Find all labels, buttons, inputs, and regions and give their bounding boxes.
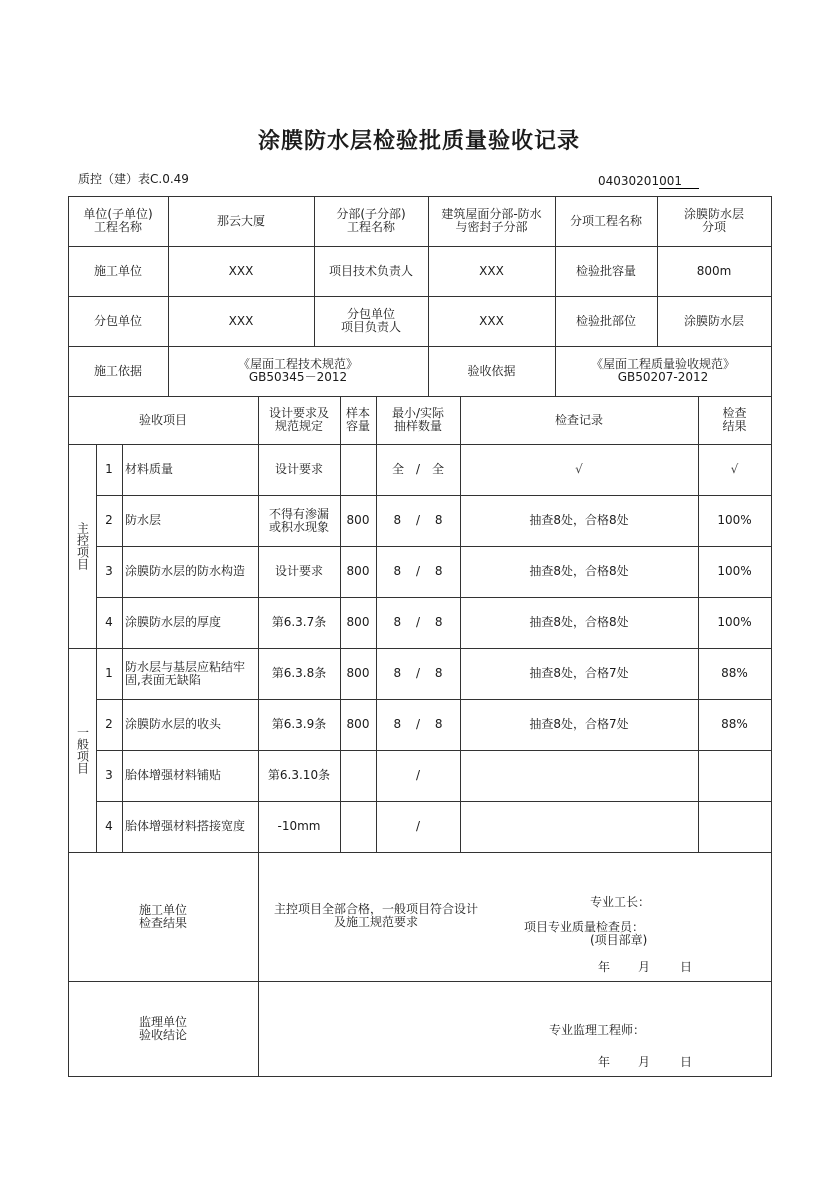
item-min-actual xyxy=(376,648,460,699)
item-check-result xyxy=(698,750,771,801)
item-requirement-text: 第6.3.8条 xyxy=(271,666,327,680)
item-requirement-text: 设计要求 xyxy=(274,564,323,578)
item-check-result xyxy=(698,801,771,852)
col-header-sample xyxy=(340,396,376,444)
item-name xyxy=(122,444,258,495)
item-check-record-text: 抽查8处，合格8处 xyxy=(529,564,629,578)
item-requirement xyxy=(258,495,340,546)
sub-lead-value-text: XXX xyxy=(479,313,504,328)
item-name-text: 胎体增强材料搭接宽度 xyxy=(125,819,246,833)
item-requirement xyxy=(258,546,340,597)
contractor-label xyxy=(68,246,168,296)
item-sep: / xyxy=(415,513,421,527)
item-check-record xyxy=(460,546,698,597)
item-actual: 8 xyxy=(434,513,443,527)
item-check-record-text: 抽查8处，合格8处 xyxy=(529,513,629,527)
item-sample-size-text: 800 xyxy=(346,513,370,527)
item-requirement-text: -10mm xyxy=(277,819,321,833)
subitem-name-label xyxy=(555,196,657,246)
contractor-date-month: 月 xyxy=(638,960,651,974)
quality-inspector-signature-label: 项目专业质量检查员： xyxy=(524,920,645,934)
item-number-text: 4 xyxy=(105,615,113,629)
unit-name-label-text: 单位(子单位) 工程名称 xyxy=(83,207,153,234)
item-sample-size-text: 800 xyxy=(346,666,370,680)
item-check-record xyxy=(460,495,698,546)
subcontractor-label-text: 分包单位 xyxy=(93,313,142,328)
item-check-result xyxy=(698,495,771,546)
sub-lead-value xyxy=(428,296,555,346)
item-number xyxy=(96,750,122,801)
unit-name-value-text: 那云大厦 xyxy=(216,213,265,228)
item-min-actual xyxy=(376,750,460,801)
item-name-text: 材料质量 xyxy=(125,462,174,476)
item-requirement xyxy=(258,648,340,699)
item-min-actual xyxy=(376,495,460,546)
item-check-result-text: 100% xyxy=(717,513,752,527)
item-requirement-text: 不得有渗漏 或积水现象 xyxy=(268,506,329,534)
document-number xyxy=(598,174,699,189)
item-number-text: 1 xyxy=(105,666,113,680)
col-header-min-actual-text: 最小/实际 抽样数量 xyxy=(391,406,445,433)
item-min-actual xyxy=(376,801,460,852)
item-sample-size-text: 800 xyxy=(346,615,370,629)
item-check-record xyxy=(460,801,698,852)
item-requirement-text: 设计要求 xyxy=(274,462,323,476)
item-min: 8 xyxy=(393,513,402,527)
item-sample-size xyxy=(340,597,376,648)
item-sample-size xyxy=(340,546,376,597)
item-name-text: 防水层与基层应粘结牢 固,表面无缺陷 xyxy=(125,659,246,687)
group-label-general xyxy=(68,648,96,852)
item-sample-size xyxy=(340,444,376,495)
item-number xyxy=(96,495,122,546)
col-header-result xyxy=(698,396,771,444)
contractor-conclusion: 主控项目全部合格，一般项目符合设计 及施工规范要求 xyxy=(273,902,478,929)
item-requirement xyxy=(258,699,340,750)
subcontractor-label xyxy=(68,296,168,346)
sub-lead-label-text: 分包单位 项目负责人 xyxy=(340,307,401,334)
tech-lead-label xyxy=(314,246,428,296)
item-sep: / xyxy=(415,819,421,833)
construction-basis-label xyxy=(68,346,168,396)
item-actual: 8 xyxy=(434,666,443,680)
supervisor-conclusion-label xyxy=(68,981,258,1076)
subitem-name-value-text: 涂膜防水层 分项 xyxy=(683,207,744,234)
col-header-item-text: 验收项目 xyxy=(138,412,187,427)
acceptance-basis-label-text: 验收依据 xyxy=(467,363,516,378)
item-number-text: 3 xyxy=(105,768,113,782)
item-check-result xyxy=(698,597,771,648)
item-sample-size xyxy=(340,648,376,699)
item-name-text: 胎体增强材料铺贴 xyxy=(125,768,222,782)
unit-name-value xyxy=(168,196,314,246)
item-name xyxy=(122,597,258,648)
group-label-text: 主控项目 xyxy=(75,522,90,570)
item-name xyxy=(122,801,258,852)
item-min: 8 xyxy=(393,666,402,680)
acceptance-basis-value-text: 《屋面工程质量验收规范》 GB50207-2012 xyxy=(590,357,735,384)
item-check-result-text: 88% xyxy=(721,666,748,680)
sub-lead-label xyxy=(314,296,428,346)
item-requirement-text: 第6.3.10条 xyxy=(267,768,331,782)
group-label-text: 一般项目 xyxy=(75,726,90,774)
contractor-value xyxy=(168,246,314,296)
batch-part-label-text: 检验批部位 xyxy=(575,313,636,328)
item-requirement xyxy=(258,801,340,852)
item-min: 8 xyxy=(393,564,402,578)
item-name xyxy=(122,495,258,546)
col-header-min-actual xyxy=(376,396,460,444)
tech-lead-value xyxy=(428,246,555,296)
item-actual: 8 xyxy=(434,717,443,731)
item-name xyxy=(122,546,258,597)
item-check-record-text: 抽查8处，合格8处 xyxy=(529,615,629,629)
foreman-signature-label: 专业工长： xyxy=(590,895,651,909)
division-name-value xyxy=(428,196,555,246)
item-check-record-text: 抽查8处，合格7处 xyxy=(529,717,629,731)
item-check-result-text: 100% xyxy=(717,564,752,578)
item-check-result-text: √ xyxy=(730,462,739,476)
tech-lead-value-text: XXX xyxy=(479,263,504,278)
tech-lead-label-text: 项目技术负责人 xyxy=(328,263,413,278)
page-title: 涂膜防水层检验批质量验收记录 xyxy=(257,128,580,154)
contractor-check-label-text: 施工单位 检查结果 xyxy=(138,902,187,930)
project-seal-label: (项目部章) xyxy=(590,933,648,947)
item-check-result-text: 88% xyxy=(721,717,748,731)
item-number xyxy=(96,597,122,648)
item-check-record xyxy=(460,597,698,648)
batch-capacity-label-text: 检验批容量 xyxy=(575,263,636,278)
col-header-requirement-text: 设计要求及 规范规定 xyxy=(268,406,329,433)
construction-basis-value-text: 《屋面工程技术规范》 GB50345－2012 xyxy=(237,357,358,384)
item-sample-size-text: 800 xyxy=(346,717,370,731)
doc-no-suffix: 001 xyxy=(659,174,699,189)
contractor-check-label xyxy=(68,852,258,981)
acceptance-basis-label xyxy=(428,346,555,396)
batch-capacity-value xyxy=(657,246,771,296)
item-check-result xyxy=(698,546,771,597)
item-check-result-text: 100% xyxy=(717,615,752,629)
item-min-actual xyxy=(376,699,460,750)
item-min-actual xyxy=(376,597,460,648)
item-check-record xyxy=(460,444,698,495)
item-number xyxy=(96,444,122,495)
item-number xyxy=(96,801,122,852)
batch-capacity-value-text: 800m xyxy=(696,263,732,278)
item-sample-size xyxy=(340,495,376,546)
table-border-right xyxy=(771,196,772,1077)
batch-part-value xyxy=(657,296,771,346)
item-name-text: 涂膜防水层的收头 xyxy=(125,717,222,731)
contractor-date-day: 日 xyxy=(680,960,693,974)
item-check-record xyxy=(460,750,698,801)
grid-line xyxy=(258,852,259,1077)
division-name-label-text: 分部(子分部) 工程名称 xyxy=(336,207,406,234)
item-actual: 8 xyxy=(434,615,443,629)
subitem-name-label-text: 分项工程名称 xyxy=(569,213,642,228)
contractor-date-year: 年 xyxy=(598,960,611,974)
contractor-label-text: 施工单位 xyxy=(93,263,142,278)
subcontractor-value xyxy=(168,296,314,346)
item-sep: / xyxy=(415,564,421,578)
supervisor-conclusion-label-text: 监理单位 验收结论 xyxy=(138,1014,187,1042)
item-sep: / xyxy=(415,615,421,629)
item-min-actual xyxy=(376,444,460,495)
item-number xyxy=(96,546,122,597)
item-check-record-text: 抽查8处，合格7处 xyxy=(529,666,629,680)
item-min-actual xyxy=(376,546,460,597)
col-header-sample-text: 样本 容量 xyxy=(345,406,370,433)
item-sep: / xyxy=(415,462,421,476)
item-name xyxy=(122,648,258,699)
item-check-record xyxy=(460,648,698,699)
supervisor-date-year: 年 xyxy=(598,1055,611,1069)
construction-basis-value xyxy=(168,346,428,396)
item-number-text: 2 xyxy=(105,717,113,731)
construction-basis-label-text: 施工依据 xyxy=(93,363,142,378)
item-check-record-text: √ xyxy=(575,462,583,476)
item-requirement-text: 第6.3.9条 xyxy=(271,717,327,731)
col-header-record xyxy=(460,396,698,444)
item-name-text: 涂膜防水层的厚度 xyxy=(125,615,222,629)
contractor-value-text: XXX xyxy=(228,263,254,278)
supervising-engineer-signature-label: 专业监理工程师： xyxy=(549,1023,646,1037)
group-label-main-control xyxy=(68,444,96,648)
item-sample-size-text: 800 xyxy=(346,564,370,578)
doc-no-prefix: 04030201 xyxy=(598,174,660,188)
batch-part-value-text: 涂膜防水层 xyxy=(683,313,744,328)
batch-part-label xyxy=(555,296,657,346)
table-border-bottom xyxy=(68,1076,772,1077)
item-sample-size xyxy=(340,750,376,801)
item-requirement-text: 第6.3.7条 xyxy=(271,615,327,629)
subcontractor-value-text: XXX xyxy=(228,313,254,328)
form-number: 质控（建）表C.0.49 xyxy=(78,172,189,186)
item-name-text: 防水层 xyxy=(125,513,162,527)
item-number-text: 2 xyxy=(105,513,113,527)
item-check-result xyxy=(698,648,771,699)
item-sample-size xyxy=(340,801,376,852)
col-header-record-text: 检查记录 xyxy=(554,412,603,427)
item-sep: / xyxy=(415,666,421,680)
item-name-text: 涂膜防水层的防水构造 xyxy=(125,564,246,578)
item-name xyxy=(122,750,258,801)
subitem-name-value xyxy=(657,196,771,246)
item-min: 全 xyxy=(391,462,404,476)
supervisor-date-month: 月 xyxy=(638,1055,651,1069)
item-number-text: 1 xyxy=(105,462,113,476)
item-requirement xyxy=(258,444,340,495)
item-number xyxy=(96,699,122,750)
division-name-label xyxy=(314,196,428,246)
col-header-result-text: 检查 结果 xyxy=(722,406,747,433)
acceptance-basis-value xyxy=(555,346,771,396)
division-name-value-text: 建筑屋面分部-防水 与密封子分部 xyxy=(441,207,542,234)
item-check-record xyxy=(460,699,698,750)
item-sep: / xyxy=(415,717,421,731)
batch-capacity-label xyxy=(555,246,657,296)
item-name xyxy=(122,699,258,750)
item-min: 8 xyxy=(393,615,402,629)
item-number xyxy=(96,648,122,699)
item-number-text: 4 xyxy=(105,819,113,833)
item-requirement xyxy=(258,750,340,801)
col-header-requirement xyxy=(258,396,340,444)
item-sample-size xyxy=(340,699,376,750)
item-actual: 8 xyxy=(434,564,443,578)
item-number-text: 3 xyxy=(105,564,113,578)
item-requirement xyxy=(258,597,340,648)
supervisor-date-day: 日 xyxy=(680,1055,693,1069)
item-min: 8 xyxy=(393,717,402,731)
col-header-item xyxy=(68,396,258,444)
item-check-result xyxy=(698,444,771,495)
item-check-result xyxy=(698,699,771,750)
item-actual: 全 xyxy=(431,462,444,476)
item-sep: / xyxy=(415,768,421,782)
unit-name-label xyxy=(68,196,168,246)
